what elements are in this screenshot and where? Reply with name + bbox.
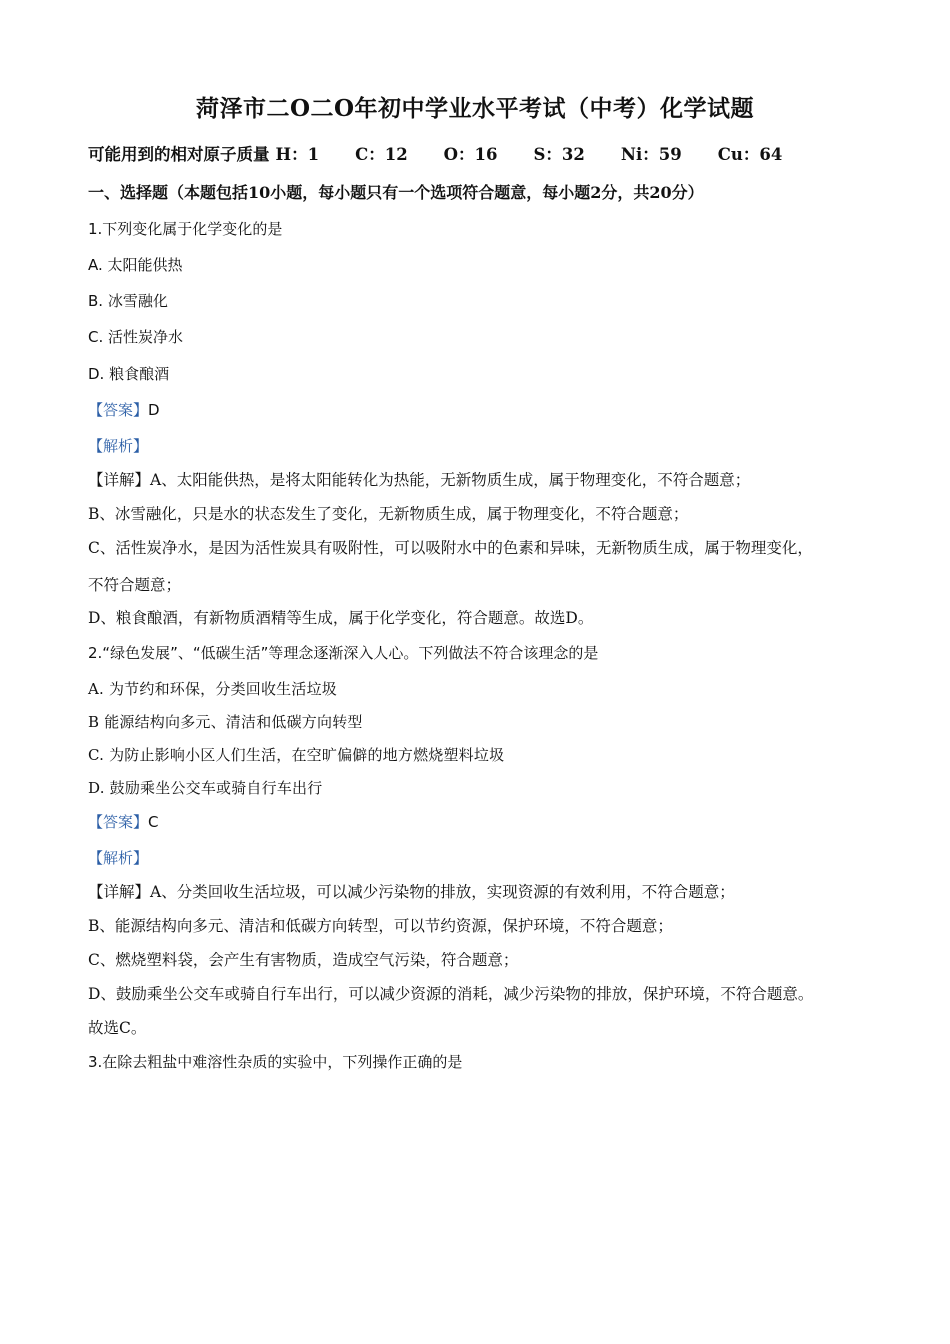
atomic-mass-row [88, 145, 818, 165]
question-1-detail-line: C、活性炭净水，是因为活性炭具有吸附性，可以吸附水中的色素和异味，无新物质生成，属于物理变化， [88, 539, 813, 557]
question-1-option-a: A. 太阳能供热 [88, 256, 183, 274]
atomic-mass-item: O：16 [443, 145, 498, 164]
page-title: 菏泽市二O二O年初中学业水平考试（中考）化学试题 [195, 95, 755, 122]
answer-label: 【答案】 [88, 401, 149, 419]
question-2-answer [88, 812, 159, 832]
question-3-stem: 3.在除去粗盐中难溶性杂质的实验中，下列操作正确的是 [88, 1053, 463, 1071]
question-1-option-d: D. 粮食酿酒 [88, 365, 170, 383]
question-2-option-d: D. 鼓励乘坐公交车或骑自行车出行 [88, 779, 323, 797]
question-2-detail-line: 故选C。 [88, 1019, 147, 1037]
question-1-option-b: B. 冰雪融化 [88, 292, 168, 310]
answer-value: D [148, 401, 160, 419]
atomic-mass-item: S：32 [533, 145, 585, 164]
question-1-answer [88, 400, 160, 420]
question-2-detail-line: D、鼓励乘坐公交车或骑自行车出行，可以减少资源的消耗，减少污染物的排放，保护环境，不符合题意。 [88, 985, 814, 1003]
question-1-detail-line: 不符合题意； [88, 576, 182, 594]
question-2-option-a: A. 为节约和环保，分类回收生活垃圾 [88, 680, 337, 698]
answer-value: C [148, 813, 159, 831]
question-1-stem: 1.下列变化属于化学变化的是 [88, 220, 283, 238]
question-1-option-c: C. 活性炭净水 [88, 328, 184, 346]
question-1-detail-line: 【详解】A、太阳能供热，是将太阳能转化为热能，无新物质生成，属于物理变化，不符合题意； [88, 471, 751, 489]
atomic-mass-item: Ni：59 [620, 145, 682, 164]
atomic-mass-item: Cu：64 [717, 145, 783, 164]
question-2-option-b: B 能源结构向多元、清洁和低碳方向转型 [88, 713, 363, 731]
section-heading: 一、选择题（本题包括10小题，每小题只有一个选项符合题意，每小题2分，共20分） [88, 183, 704, 202]
question-2-analysis-label: 【解析】 [88, 849, 149, 867]
question-2-option-c: C. 为防止影响小区人们生活，在空旷偏僻的地方燃烧塑料垃圾 [88, 746, 505, 764]
answer-label: 【答案】 [88, 813, 149, 831]
atomic-mass-item: C：12 [355, 145, 408, 164]
atomic-mass-label: 可能用到的相对原子质量 [88, 145, 270, 164]
question-1-detail-line: B、冰雪融化，只是水的状态发生了变化，无新物质生成，属于物理变化，不符合题意； [88, 505, 689, 523]
question-1-detail-line: D、粮食酿酒，有新物质酒精等生成，属于化学变化，符合题意。故选D。 [88, 609, 594, 627]
question-1-analysis-label: 【解析】 [88, 437, 149, 455]
question-2-detail-line: B、能源结构向多元、清洁和低碳方向转型，可以节约资源，保护环境，不符合题意； [88, 917, 673, 935]
question-2-detail-line: 【详解】A、分类回收生活垃圾，可以减少污染物的排放，实现资源的有效利用，不符合题意； [88, 883, 735, 901]
atomic-mass-item: H：1 [275, 145, 320, 164]
question-2-detail-line: C、燃烧塑料袋，会产生有害物质，造成空气污染，符合题意； [88, 951, 519, 969]
question-2-stem: 2.“绿色发展”、“低碳生活”等理念逐渐深入人心。下列做法不符合该理念的是 [88, 644, 599, 662]
